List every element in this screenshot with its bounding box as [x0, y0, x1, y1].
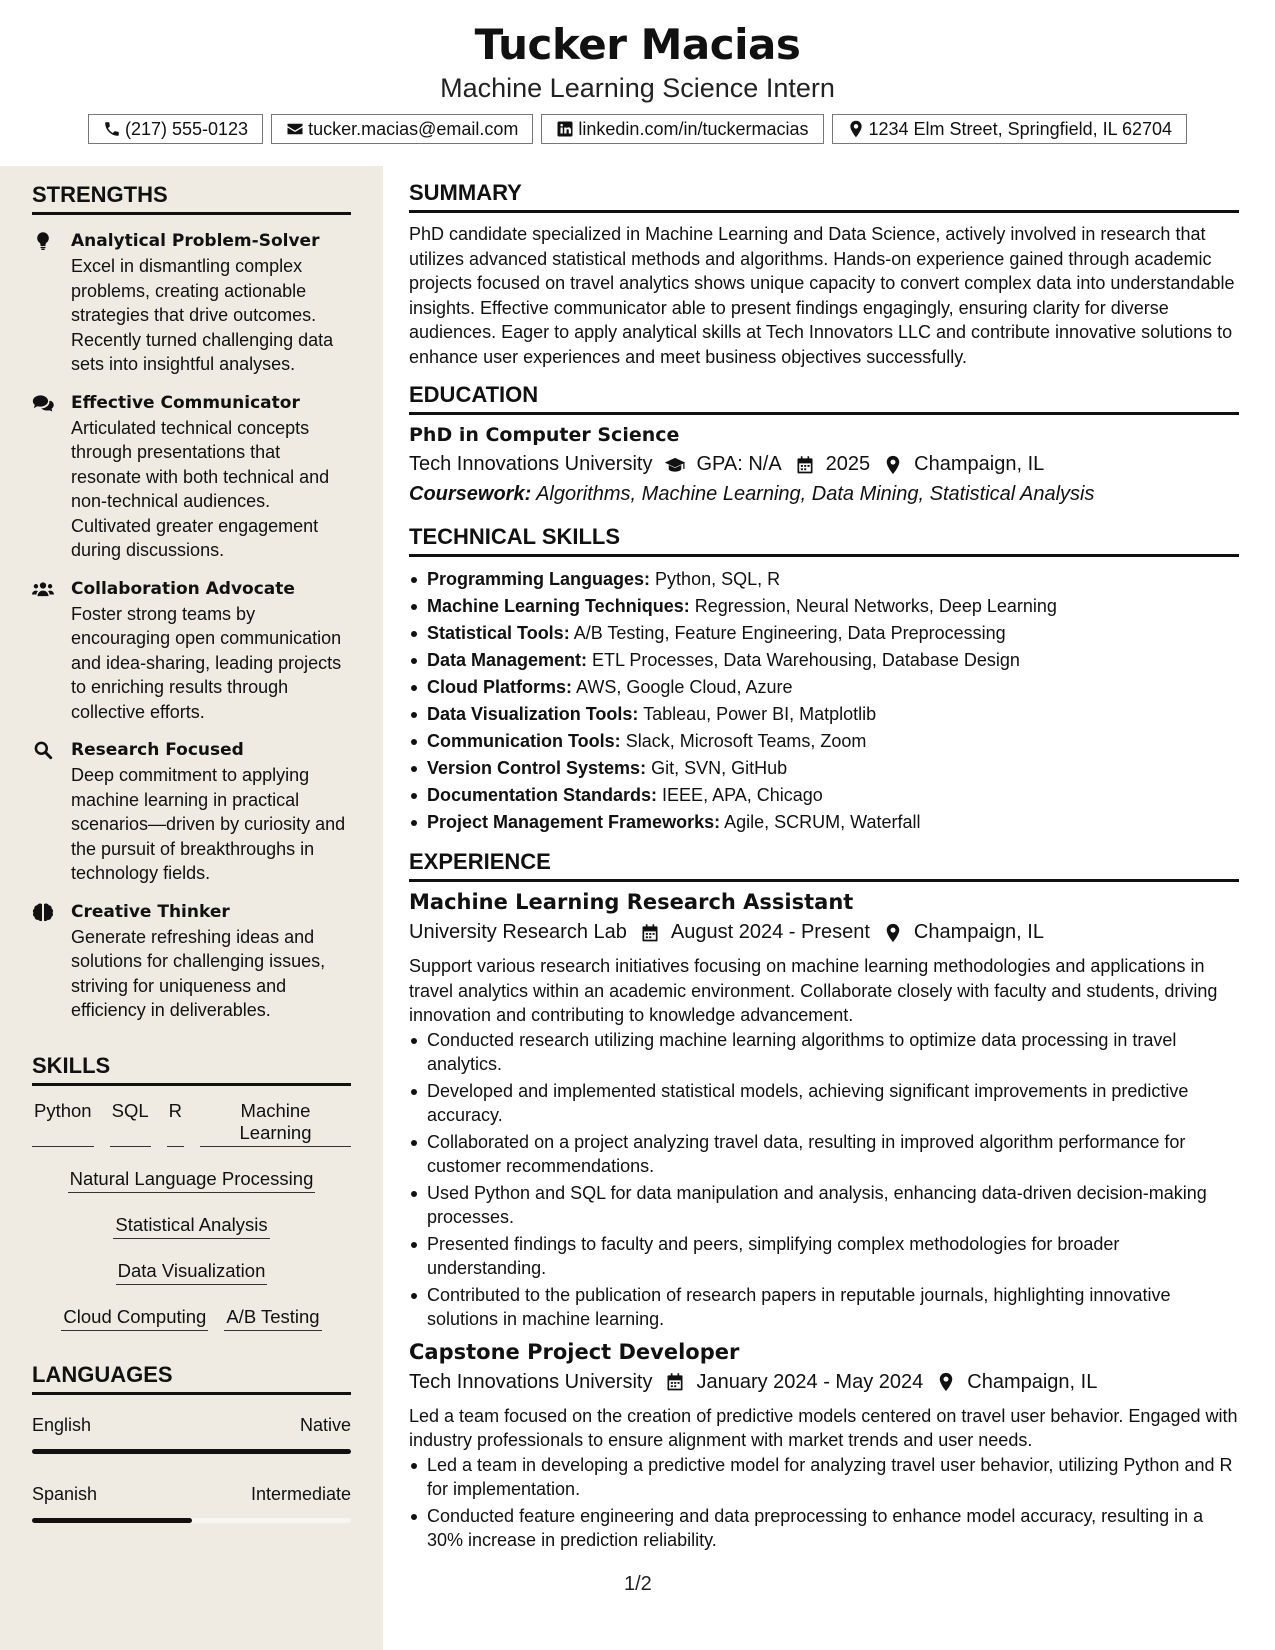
graduation-year: 2025	[825, 453, 871, 475]
main-column	[409, 180, 1239, 1555]
language-name: English	[32, 1415, 92, 1435]
strength-desc: Excel in dismantling complex problems, creating actionable strategies that drive outcomes. Recently turned challenging data sets into insightful analyses.	[71, 256, 334, 374]
strength-item	[32, 900, 351, 1023]
coursework	[409, 483, 1239, 506]
search-icon	[32, 740, 54, 760]
calendar-icon	[794, 455, 816, 475]
linkedin-icon	[556, 120, 574, 138]
skill-tag: A/B Testing	[224, 1306, 321, 1331]
skill-tag: Python	[32, 1100, 94, 1147]
list-item: Used Python and SQL for data manipulation and analysis, enhancing data-driven decision-making processes.	[409, 1181, 1239, 1230]
skills-section	[32, 1053, 351, 1352]
map-marker-icon	[882, 455, 904, 475]
strength-title: Creative Thinker	[71, 901, 230, 922]
skill-tag: Statistical Analysis	[113, 1214, 269, 1239]
list-item: Project Management Frameworks: Agile, SCRUM, Waterfall	[409, 809, 1239, 836]
skills-cloud	[32, 1100, 351, 1331]
language-proficiency-bar	[32, 1449, 351, 1454]
skill-tag: SQL	[110, 1100, 151, 1147]
strength-desc: Articulated technical concepts through presentations that resonate with both technical and non-technical audiences. Cultivated greater engagement during discussions.	[71, 417, 330, 560]
list-item: Machine Learning Techniques: Regression, Neural Networks, Deep Learning	[409, 593, 1239, 620]
list-item: Communication Tools: Slack, Microsoft Teams, Zoom	[409, 728, 1239, 755]
strength-title: Collaboration Advocate	[71, 578, 295, 599]
skill-tag: Natural Language Processing	[68, 1168, 316, 1193]
list-item: Version Control Systems: Git, SVN, GitHub	[409, 755, 1239, 782]
candidate-role: Machine Learning Science Intern	[440, 73, 835, 103]
skill-tag: Machine Learning	[200, 1100, 351, 1147]
education-section	[409, 382, 1239, 506]
job-org: University Research Lab	[409, 921, 627, 943]
list-item: Conducted feature engineering and data preprocessing to enhance model accuracy, resulting in a 30% increase in prediction reliability.	[409, 1504, 1239, 1553]
users-icon	[32, 579, 54, 599]
list-item: Data Visualization Tools: Tableau, Power BI, Matplotlib	[409, 701, 1239, 728]
language-item	[32, 1415, 351, 1454]
phone-icon	[103, 120, 121, 138]
list-item: Cloud Platforms: AWS, Google Cloud, Azure	[409, 674, 1239, 701]
page-number: 1/2	[624, 1573, 652, 1595]
job-location: Champaign, IL	[967, 1370, 1098, 1393]
technical-skills-title: TECHNICAL SKILLS	[409, 524, 1239, 557]
job-dates: January 2024 - May 2024	[696, 1370, 924, 1393]
list-item: Developed and implemented statistical models, achieving significant improvements in predictive accuracy.	[409, 1079, 1239, 1128]
gpa: GPA: N/A	[696, 453, 782, 475]
job-title: Capstone Project Developer	[409, 1339, 740, 1364]
coursework-label: Coursework:	[409, 483, 532, 505]
contact-linkedin-text: linkedin.com/in/tuckermacias	[578, 118, 809, 139]
strength-title: Effective Communicator	[71, 392, 300, 413]
technical-skills-section	[409, 524, 1239, 836]
contact-linkedin[interactable]	[541, 114, 823, 144]
summary-text: PhD candidate specialized in Machine Learning and Data Science, actively involved in research that utilizes advanced statistical methods and algorithms. Hands-on experience gained through academic projects focused on travel analytics shows unique capacity to convert complex data into understandable insights. Effective communicator able to present findings engagingly, ensuring clarity for diverse audiences. Eager to apply analytical skills at Tech Innovators LLC and contribute innovative solutions to enhance user experiences and meet business objectives successfully.	[409, 224, 1235, 367]
language-proficiency-fill	[32, 1518, 192, 1523]
language-proficiency-fill	[32, 1449, 351, 1454]
graduation-cap-icon	[664, 455, 686, 475]
strengths-title: STRENGTHS	[32, 182, 351, 215]
education-title: EDUCATION	[409, 382, 1239, 415]
strength-item	[32, 229, 351, 377]
calendar-icon	[639, 923, 661, 943]
experience-title: EXPERIENCE	[409, 849, 1239, 882]
map-marker-icon	[847, 120, 865, 138]
job-meta	[409, 921, 1239, 944]
lightbulb-icon	[32, 231, 54, 251]
job-entry	[409, 1340, 1239, 1553]
strength-title: Analytical Problem-Solver	[71, 231, 320, 251]
job-entry	[409, 890, 1239, 1332]
language-item	[32, 1484, 351, 1523]
experience-section	[409, 849, 1239, 1553]
strength-desc: Generate refreshing ideas and solutions for challenging issues, striving for uniqueness and efficiency in deliverables.	[71, 926, 326, 1020]
coursework-list: Algorithms, Machine Learning, Data Mining, Statistical Analysis	[536, 483, 1095, 505]
technical-skills-list	[409, 566, 1239, 836]
contact-email-text: tucker.macias@email.com	[308, 118, 519, 139]
summary-section	[409, 180, 1239, 369]
list-item: Contributed to the publication of research papers in reputable journals, highlighting innovative solutions in machine learning.	[409, 1283, 1239, 1332]
calendar-icon	[664, 1372, 686, 1392]
list-item: Collaborated on a project analyzing travel data, resulting in improved algorithm performance for customer recommendations.	[409, 1130, 1239, 1179]
job-description: Support various research initiatives focusing on machine learning methodologies and applications in travel analytics within an academic environment. Collaborate closely with faculty and students, driving innovation and contributing to knowledge advancement.	[409, 956, 1218, 1025]
job-bullets	[409, 1028, 1239, 1332]
resume-header	[0, 0, 1275, 166]
job-meta	[409, 1371, 1239, 1394]
language-name: Spanish	[32, 1484, 98, 1504]
strength-item	[32, 738, 351, 886]
strength-title: Research Focused	[71, 740, 244, 760]
contact-phone[interactable]	[88, 114, 263, 144]
school-location: Champaign, IL	[914, 453, 1045, 475]
comments-icon	[32, 393, 54, 413]
degree-title: PhD in Computer Science	[409, 424, 680, 446]
strength-item	[32, 391, 351, 563]
school-name: Tech Innovations University	[409, 453, 653, 475]
languages-title: LANGUAGES	[32, 1362, 351, 1395]
contact-address[interactable]	[832, 114, 1188, 144]
list-item: Led a team in developing a predictive model for analyzing travel user behavior, utilizing Python and R for implementation.	[409, 1453, 1239, 1502]
contact-address-text: 1234 Elm Street, Springfield, IL 62704	[868, 118, 1173, 139]
job-bullets	[409, 1453, 1239, 1553]
envelope-icon	[286, 120, 304, 138]
skill-tag: Data Visualization	[116, 1260, 268, 1285]
job-org: Tech Innovations University	[409, 1370, 653, 1393]
list-item: Presented findings to faculty and peers, simplifying complex methodologies for broader understanding.	[409, 1232, 1239, 1281]
job-title: Machine Learning Research Assistant	[409, 890, 854, 914]
language-proficiency-bar	[32, 1518, 351, 1523]
map-marker-icon	[935, 1372, 957, 1392]
contact-email[interactable]	[271, 114, 533, 144]
list-item: Statistical Tools: A/B Testing, Feature Engineering, Data Preprocessing	[409, 620, 1239, 647]
strengths-section	[32, 182, 351, 1023]
language-level: Intermediate	[250, 1484, 351, 1504]
strength-item	[32, 577, 351, 725]
list-item: Programming Languages: Python, SQL, R	[409, 566, 1239, 593]
brain-icon	[32, 902, 54, 922]
education-meta	[409, 453, 1239, 476]
job-dates: August 2024 - Present	[670, 921, 870, 943]
job-description: Led a team focused on the creation of predictive models centered on travel user behavior. Engaged with industry professionals to ensure alignment with market trends and user needs.	[409, 1405, 1238, 1450]
strength-desc: Foster strong teams by encouraging open communication and idea-sharing, leading projects to enriching results through collective efforts.	[71, 603, 342, 722]
sidebar	[0, 166, 383, 1650]
language-level: Native	[299, 1415, 351, 1435]
strength-desc: Deep commitment to applying machine learning in practical scenarios—driven by curiosity and the pursuit of breakthroughs in technology fields.	[71, 765, 346, 883]
candidate-name: Tucker Macias	[474, 20, 801, 69]
list-item: Data Management: ETL Processes, Data Warehousing, Database Design	[409, 647, 1239, 674]
job-location: Champaign, IL	[913, 921, 1044, 943]
contact-phone-text: (217) 555-0123	[124, 118, 249, 139]
languages-section	[32, 1362, 351, 1523]
summary-title: SUMMARY	[409, 180, 1239, 213]
skill-tag: Cloud Computing	[61, 1306, 208, 1331]
list-item: Documentation Standards: IEEE, APA, Chicago	[409, 782, 1239, 809]
contact-bar	[0, 114, 1275, 144]
list-item: Conducted research utilizing machine learning algorithms to optimize data processing in travel analytics.	[409, 1028, 1239, 1077]
map-marker-icon	[882, 923, 904, 943]
skill-tag: R	[167, 1100, 184, 1147]
skills-title: SKILLS	[32, 1053, 351, 1086]
